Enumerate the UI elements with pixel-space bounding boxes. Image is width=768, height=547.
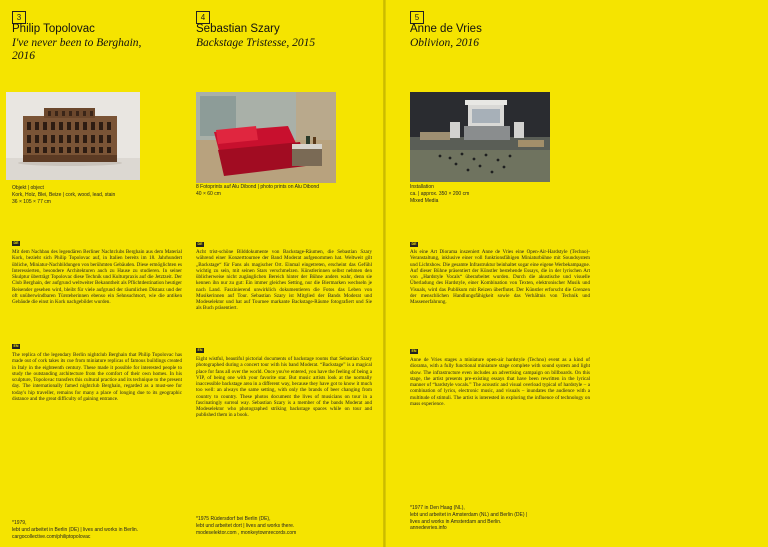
artwork-caption	[196, 184, 371, 198]
caption-dimensions: 40 × 60 cm	[196, 190, 221, 197]
entry-number-badge: 5	[410, 11, 424, 24]
caption-dimensions: ca. | approx. 350 × 200 cm	[410, 190, 470, 197]
description-en: Eight wistful, beautiful pictorial documents of backstage rooms that Sebastian Szary photographed during a concert tour with his band Moderat. “Backstage” is a magical place for fans all over the world. Once you've entered, you have the feeling of being a VIP, of being one with your favorite star. But music artists look at the normally inaccessible backstage area in a different way, because they have got to know it much too well: an always the same setting, with only the brands of beer changing from country to country. These photos document the lives of musicians on tour in a fascinatingly surreal way. Sebastian Szary is a member of the bands Moderat and Modeselektor who photographed striking backstage spaces while on tour and published them in a book.	[196, 356, 372, 419]
artist-name: Philip Topolovac	[12, 23, 95, 35]
description-en: The replica of the legendary Berlin nightclub Berghain that Philip Topolovac has made out of cork takes its cue from miniature replicas of famous buildings created in Italy in the eighteenth century. These made it possible for interested people to study the outstanding architecture from the comfort of their own homes. In his sculpture, Topolovac transfers this cultural practice and its technique to the present day. The internationally famed nightclub Berghain, regarded as a must-see for today's hip traveller, remains for many a place of longing due to its geographic distance and the great difficulty of gaining entrance.	[12, 352, 182, 402]
page-gutter	[383, 0, 386, 547]
entry-number-badge: 3	[12, 11, 26, 24]
description-de: Acht trist-schöne Bilddokumente von Backstage-Räumen, die Sebastian Szary während einer Konzerttournee der Band Moderat aufgenommen hat. Weltweit gilt „Backstage“ für Fans als magischer Ort. Einmal eingetreten, erscheint das Gefühl wichtig zu sein, mit seinen Stars verschmelzen. Künstlerinnen selbst nehmen den üblicherweise nicht zugänglichen Bereich hinter der Bühne anders wahr, denn sie kennen ihn nur zu gut: Ein immer gleiches Setting, nur die Biermarken wechseln je nach Land. Faszinierend unwirklich dokumentieren die Fotos das Leben von Musikerinnen auf Tour. Sebastian Szary ist Mitglied der Bands Moderat und Modeselektor und hat auf Tournee markante Backstage-Räume fotografiert und Sie als Buch präsentiert.	[196, 249, 372, 312]
artist-entry-szary	[196, 0, 376, 547]
work-title-line: Backstage Tristesse, 2015	[196, 37, 316, 49]
description-en: Anne de Vries stages a miniature open-air hardstyle (Techno) event as a kind of diorama, with a fully functional miniature stage complete with sound system and light show. The infrastructure even includes an advertising campaign on billboards. On this stage, the artist presents pre-existing essays that have been rewritten in the lyrical manner of “hardstyle vocals.” The acoustic and visual overload typical of hardstyle – a combination of lyrics, electronic music, and visuals – inundates the audience with a multitude of stimuli. The artist is interested in exploring the influence of technology on mass experience.	[410, 357, 590, 407]
caption-dimensions: 36 × 105 × 77 cm	[12, 198, 51, 205]
entry-number-badge: 4	[196, 11, 210, 24]
artwork-photo-berghain-model	[6, 92, 140, 180]
artist-name: Sebastian Szary	[196, 23, 280, 35]
artist-bio-footer	[410, 505, 590, 532]
bio-birth: *1977 in Den Haag (NL),	[410, 505, 465, 511]
backstage-room-image	[196, 92, 336, 183]
artist-entry-devries	[410, 0, 600, 547]
artwork-caption	[410, 184, 590, 204]
bio-birth: *1979,	[12, 520, 27, 526]
artwork-photo-backstage-room	[196, 92, 336, 183]
bio-birth: *1975 Rüdersdorf bei Berlin (DE),	[196, 516, 271, 522]
miniature-stage-image	[410, 92, 550, 182]
artist-bio-footer	[12, 520, 187, 540]
caption-material: Mixed Media	[410, 197, 439, 204]
artist-name: Anne de Vries	[410, 23, 482, 35]
artist-entry-topolovac	[6, 0, 186, 547]
caption-material: Kork, Holz, Blei, Beize | cork, wood, lead, stain	[12, 191, 116, 198]
artwork-photo-diorama-stage	[410, 92, 550, 182]
work-title	[410, 37, 590, 50]
language-tag-en: EN	[411, 349, 417, 353]
bio-website: annedevries.info	[410, 525, 447, 532]
bio-website: cargocollective.com/philiptopolovac	[12, 533, 91, 540]
work-title	[12, 37, 182, 63]
bio-residence-en: lives and works in Amsterdam and Berlin.	[410, 518, 502, 525]
artwork-caption	[12, 185, 182, 205]
bio-residence: lebt und arbeitet in Berlin (DE) | lives and works in Berlin.	[12, 526, 139, 533]
description-de: Als eine Art Diorama inszeniert Anne de Vries eine Open-Air-Hardstyle (Techno)-Veranstaltung, inklusive einer voll funktionsfähigen Miniaturbühne mit Soundsystem und Lichtshow. Die gesamte Infrastruktur beinhaltet sogar eine eigene Werbekampagne. Auf dieser Bühne präsentiert der Künstler bestehende Essays, die in der lyrischen Art von „Hardstyle Vocals“ überarbeitet wurden. Durch die akustische und visuelle Überladung des Hardstyle, einer Kombination von Texten, elektronischer Musik und Visuals, wird das Publikum mit Reizen überflutet. Der Künstler erforscht die Grenzen der menschlichen Handlungsfähigkeit sowie das Verhältnis von Technik und Massenerfahrung.	[410, 249, 590, 305]
caption-type: Objekt | object	[12, 185, 44, 191]
caption-type: Installation	[410, 184, 434, 190]
description-de: Mit dem Nachbau des legendären Berliner Nachtclubs Berghain aus dem Material Kork, bezieht sich Philip Topolovac auf, in Italien bereits im 18. Jahrhundert übliche, Miniatur-Nachbildungen von berühmten Gebäuden. Diese ermöglichten es Interessierten, besondere Architekturen auch zu Hause zu studieren. In seiner Skulptur überträgt Topolovac diese Technik und Kulturpraxis auf die Jetztzeit. Der Club Berghain, der aufgrund weltweiter Bekanntheit als Pflichtdestination heutiger Reisender gesehen wird, bleibt für viele aufgrund der räumlichen Distanz und der oft unüberwindbaren Türsteherinnen ebenso ein Sehnsuchtsort, wie die antiken Gebäude die einst in Kork nachgebildet wurden.	[12, 249, 182, 305]
bio-website: modeselektor.com , monkeytownrecords.com	[196, 529, 297, 536]
artist-bio-footer	[196, 516, 376, 536]
language-tag-de: DE	[197, 242, 203, 246]
language-tag-de: DE	[411, 242, 417, 246]
bio-residence: lebt und arbeitet dort | lives and works there.	[196, 522, 295, 529]
language-tag-de: DE	[13, 241, 19, 245]
language-tag-en: EN	[197, 348, 203, 352]
work-title-year: 2016	[12, 50, 35, 62]
language-tag-en: EN	[13, 344, 19, 348]
caption-material: 8 Fotoprints auf Alu Dibond | photo prints on Alu Dibond	[196, 184, 320, 190]
bio-residence: lebt und arbeitet in Amsterdam (NL) and Berlin (DE) |	[410, 511, 528, 518]
work-title-line: Oblivion, 2016	[410, 37, 479, 49]
cork-building-image	[6, 92, 140, 180]
work-title-line: I've never been to Berghain,	[12, 37, 142, 49]
work-title	[196, 37, 376, 50]
